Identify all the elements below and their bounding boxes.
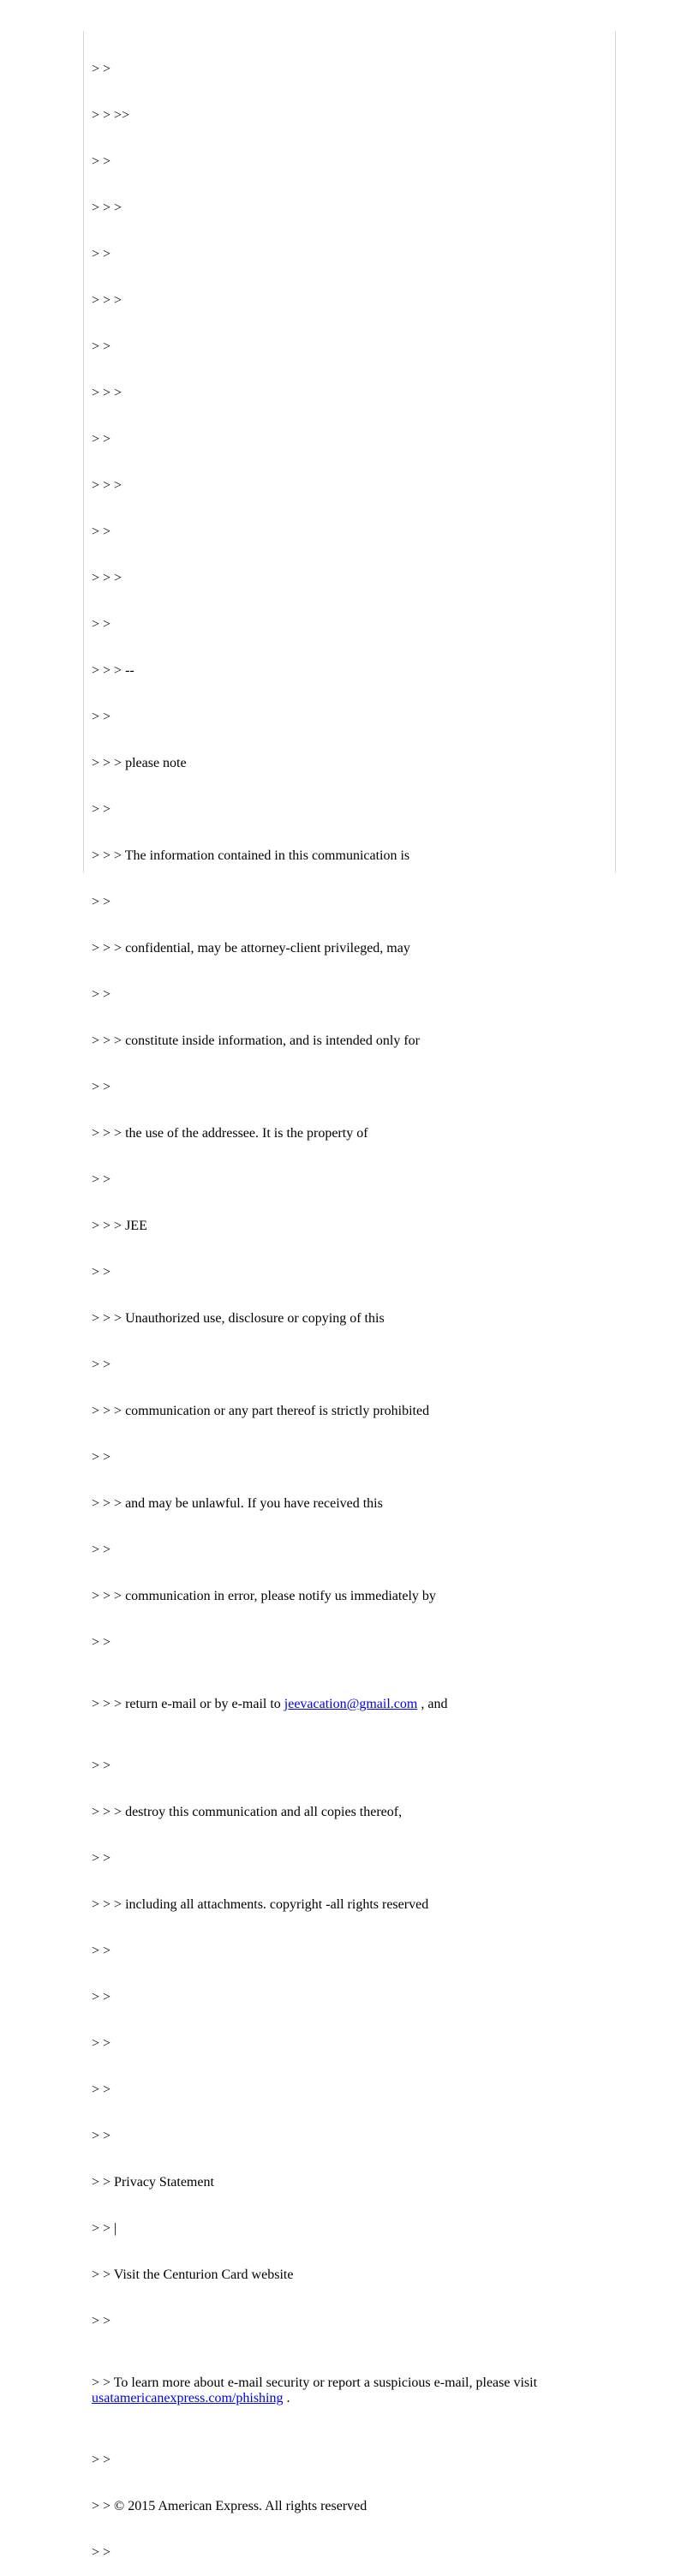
quote-line: > > > xyxy=(92,293,122,308)
quote-line: > > xyxy=(92,2314,111,2328)
email-link[interactable]: jeevacation@gmail.com xyxy=(284,1697,418,1711)
quote-line: > > > xyxy=(92,201,122,215)
quote-line: > > xyxy=(92,1357,111,1372)
quote-line: > > xyxy=(92,617,111,632)
email-body xyxy=(92,31,606,2576)
quote-line: > > xyxy=(92,1758,111,1773)
quote-line: > > xyxy=(92,1172,111,1187)
quote-line: > > xyxy=(92,1080,111,1094)
copyright-line: > > © 2015 American Express. All rights reserved xyxy=(92,2499,367,2513)
phishing-link[interactable]: usatamericanexpress.com/phishing xyxy=(92,2391,284,2405)
disclaimer-line: > > > Unauthorized use, disclosure or copying of this xyxy=(92,1311,385,1326)
quote-line: > > xyxy=(92,2036,111,2051)
quote-line: > > xyxy=(92,62,111,76)
separator-line: > > | xyxy=(92,2221,117,2236)
quote-line: > > xyxy=(92,1543,111,1557)
quote-line: > > xyxy=(92,802,111,817)
disclaimer-line: > > > including all attachments. copyright -all rights reserved xyxy=(92,1897,429,1912)
quote-line: > > xyxy=(92,1635,111,1650)
quote-line: > > xyxy=(92,154,111,169)
disclaimer-line: > > > The information contained in this communication is xyxy=(92,848,410,863)
phishing-line-prefix: > > To learn more about e-mail security or report a suspicious e-mail, please visit xyxy=(92,2375,538,2390)
privacy-statement-line: > > Privacy Statement xyxy=(92,2175,214,2190)
quote-line: > > xyxy=(92,710,111,724)
disclaimer-line: > > > please note xyxy=(92,756,187,770)
quote-line: > > xyxy=(92,1450,111,1465)
disclaimer-line: > > > communication in error, please notify us immediately by xyxy=(92,1589,436,1603)
disclaimer-line: > > > confidential, may be attorney-client privileged, may xyxy=(92,941,410,956)
disclaimer-line: > > > communication or any part thereof is strictly prohibited xyxy=(92,1404,430,1418)
phishing-line-suffix: . xyxy=(283,2391,290,2405)
quote-line: > > xyxy=(92,1990,111,2004)
disclaimer-line: > > > the use of the addressee. It is the property of xyxy=(92,1126,368,1141)
quote-line: > > xyxy=(92,432,111,446)
quote-line: > > > xyxy=(92,478,122,493)
disclaimer-line: > > > destroy this communication and all copies thereof, xyxy=(92,1805,403,1819)
email-line-prefix: > > > return e-mail or by e-mail to xyxy=(92,1697,284,1711)
quote-line: > > xyxy=(92,1944,111,1958)
disclaimer-line: > > > constitute inside information, and is intended only for xyxy=(92,1033,421,1048)
centurion-website-line: > > Visit the Centurion Card website xyxy=(92,2267,294,2282)
disclaimer-line: > > > and may be unlawful. If you have received this xyxy=(92,1496,383,1511)
email-line-suffix: , and xyxy=(417,1697,448,1711)
quote-line: > > xyxy=(92,1851,111,1866)
quote-line: > > xyxy=(92,247,111,261)
quote-line: > > xyxy=(92,2082,111,2097)
quote-line: > > xyxy=(92,2545,111,2560)
quote-line: > > > xyxy=(92,386,122,400)
quote-line: > > xyxy=(92,895,111,909)
quote-line: > > xyxy=(92,339,111,354)
quote-line: > > xyxy=(92,2453,111,2467)
disclaimer-line: > > > JEE xyxy=(92,1219,147,1233)
quote-line: > > >> xyxy=(92,108,130,123)
quote-line: > > xyxy=(92,524,111,539)
signature-separator: > > > -- xyxy=(92,663,134,678)
phishing-info-line xyxy=(92,2375,606,2406)
quote-line: > > > xyxy=(92,571,122,585)
quote-line: > > xyxy=(92,2129,111,2143)
quote-line: > > xyxy=(92,1265,111,1279)
quote-line: > > xyxy=(92,987,111,1002)
email-contact-line xyxy=(92,1697,606,1712)
